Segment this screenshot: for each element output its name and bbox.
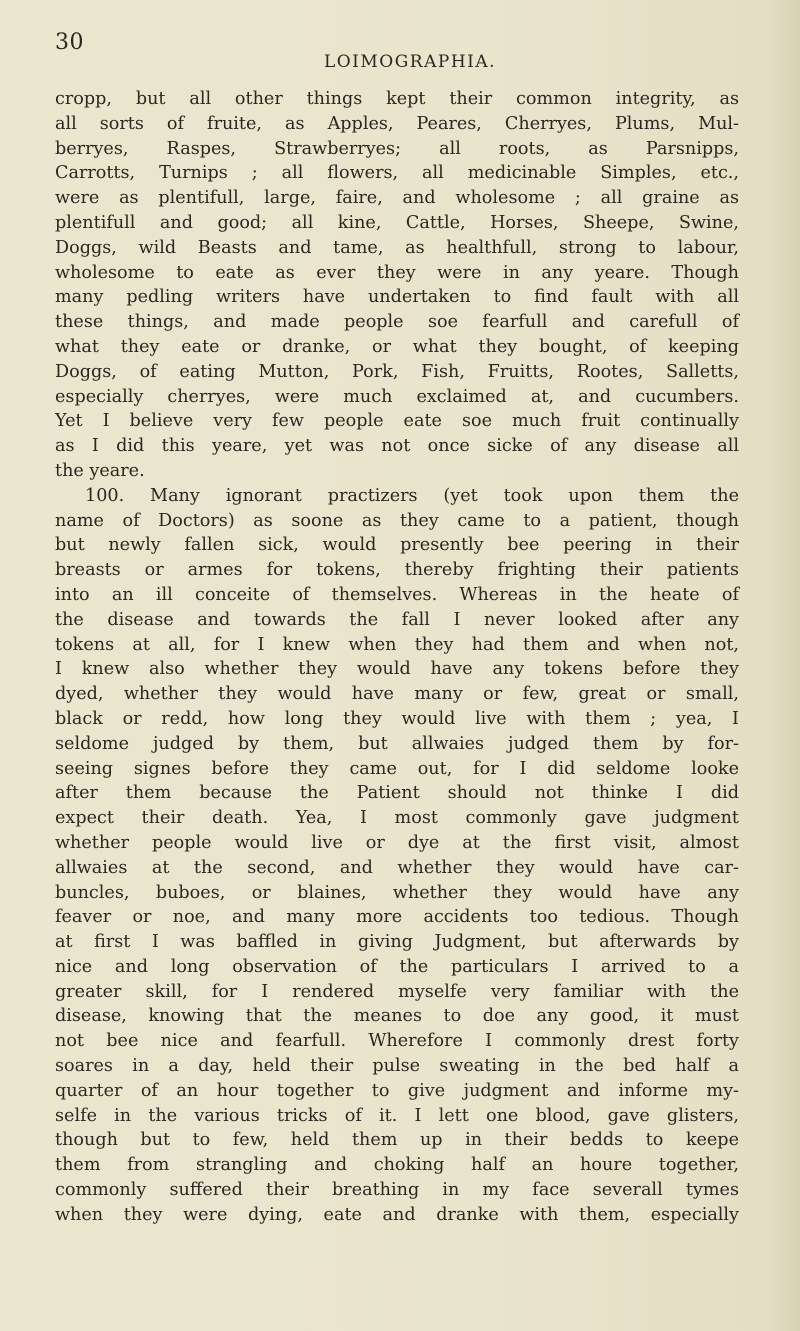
text-line: disease, knowing that the meanes to doe any good, it must [55, 1006, 739, 1027]
text-line: buncles, buboes, or blaines, whether they would have any [55, 882, 739, 903]
text-line: soares in a day, held their pulse sweating in the bed half a [55, 1056, 739, 1077]
text-line: the disease and towards the fall I never looked after any [55, 609, 739, 630]
running-head: LOIMOGRAPHIA. [323, 52, 497, 72]
text-line: these things, and made people soe fearfull and carefull of [55, 312, 739, 333]
text-line: into an ill conceite of themselves. Whereas in the heate of [55, 584, 739, 605]
text-line: whether people would live or dye at the first visit, almost [55, 832, 739, 853]
text-line: as I did this yeare, yet was not once sicke of any disease all [55, 436, 739, 457]
text-line: but newly fallen sick, would presently bee peering in their [55, 535, 739, 556]
text-line: though but to few, held them up in their bedds to keepe [55, 1130, 739, 1151]
text-line: seldome judged by them, but allwaies judged them by for- [55, 733, 739, 754]
text-line: when they were dying, eate and dranke with them, especially [55, 1204, 739, 1225]
text-line: black or redd, how long they would live with them ; yea, I [55, 708, 739, 729]
text-line: commonly suffered their breathing in my face severall tymes [55, 1180, 739, 1201]
paragraph-end-line: the yeare. [55, 460, 145, 481]
text-line: breasts or armes for tokens, thereby frighting their patients [55, 560, 739, 581]
paragraph-start-line: 100. Many ignorant practizers (yet took upon them the [85, 485, 739, 506]
text-line: plentifull and good; all kine, Cattle, Horses, Sheepe, Swine, [55, 212, 739, 233]
text-line: greater skill, for I rendered myselfe very familiar with the [55, 981, 739, 1002]
text-line: feaver or noe, and many more accidents too tedious. Though [55, 907, 739, 928]
text-line: allwaies at the second, and whether they would have car- [55, 857, 739, 878]
body-text [55, 87, 739, 1228]
text-line: Doggs, wild Beasts and tame, as healthfull, strong to labour, [55, 237, 739, 258]
text-line: nice and long observation of the particulars I arrived to a [55, 956, 739, 977]
text-line: what they eate or dranke, or what they bought, of keeping [55, 336, 739, 357]
text-line: dyed, whether they would have many or few, great or small, [55, 684, 739, 705]
text-line: wholesome to eate as ever they were in any yeare. Though [55, 262, 739, 283]
text-line: berryes, Raspes, Strawberryes; all roots, as Parsnipps, [55, 138, 739, 159]
text-line: Carrotts, Turnips ; all flowers, all medicinable Simples, etc., [55, 163, 739, 184]
text-line: after them because the Patient should not thinke I did [55, 783, 739, 804]
text-line: many pedling writers have undertaken to find fault with all [55, 287, 739, 308]
text-line: seeing signes before they came out, for I did seldome looke [55, 758, 739, 779]
text-line: at first I was baffled in giving Judgment, but afterwards by [55, 932, 739, 953]
text-line: not bee nice and fearfull. Wherefore I commonly drest forty [55, 1031, 739, 1052]
page-number: 30 [55, 30, 84, 55]
text-line: them from strangling and choking half an houre together, [55, 1155, 739, 1176]
text-line: selfe in the various tricks of it. I lett one blood, gave glisters, [55, 1105, 739, 1126]
text-line: were as plentifull, large, faire, and wholesome ; all graine as [55, 188, 739, 209]
text-line: cropp, but all other things kept their common integrity, as [55, 89, 739, 109]
text-line: name of Doctors) as soone as they came to a patient, though [55, 510, 739, 531]
text-line: I knew also whether they would have any tokens before they [55, 659, 739, 680]
text-line: especially cherryes, were much exclaimed at, and cucumbers. [55, 386, 739, 407]
text-line: quarter of an hour together to give judgment and informe my- [55, 1080, 739, 1101]
text-line: tokens at all, for I knew when they had them and when not, [55, 634, 739, 655]
text-line: expect their death. Yea, I most commonly gave judgment [55, 808, 739, 829]
text-line: all sorts of fruite, as Apples, Peares, Cherryes, Plums, Mul- [55, 113, 739, 134]
text-line: Yet I believe very few people eate soe much fruit continually [55, 411, 739, 432]
text-line: Doggs, of eating Mutton, Pork, Fish, Fruitts, Rootes, Salletts, [55, 361, 739, 382]
